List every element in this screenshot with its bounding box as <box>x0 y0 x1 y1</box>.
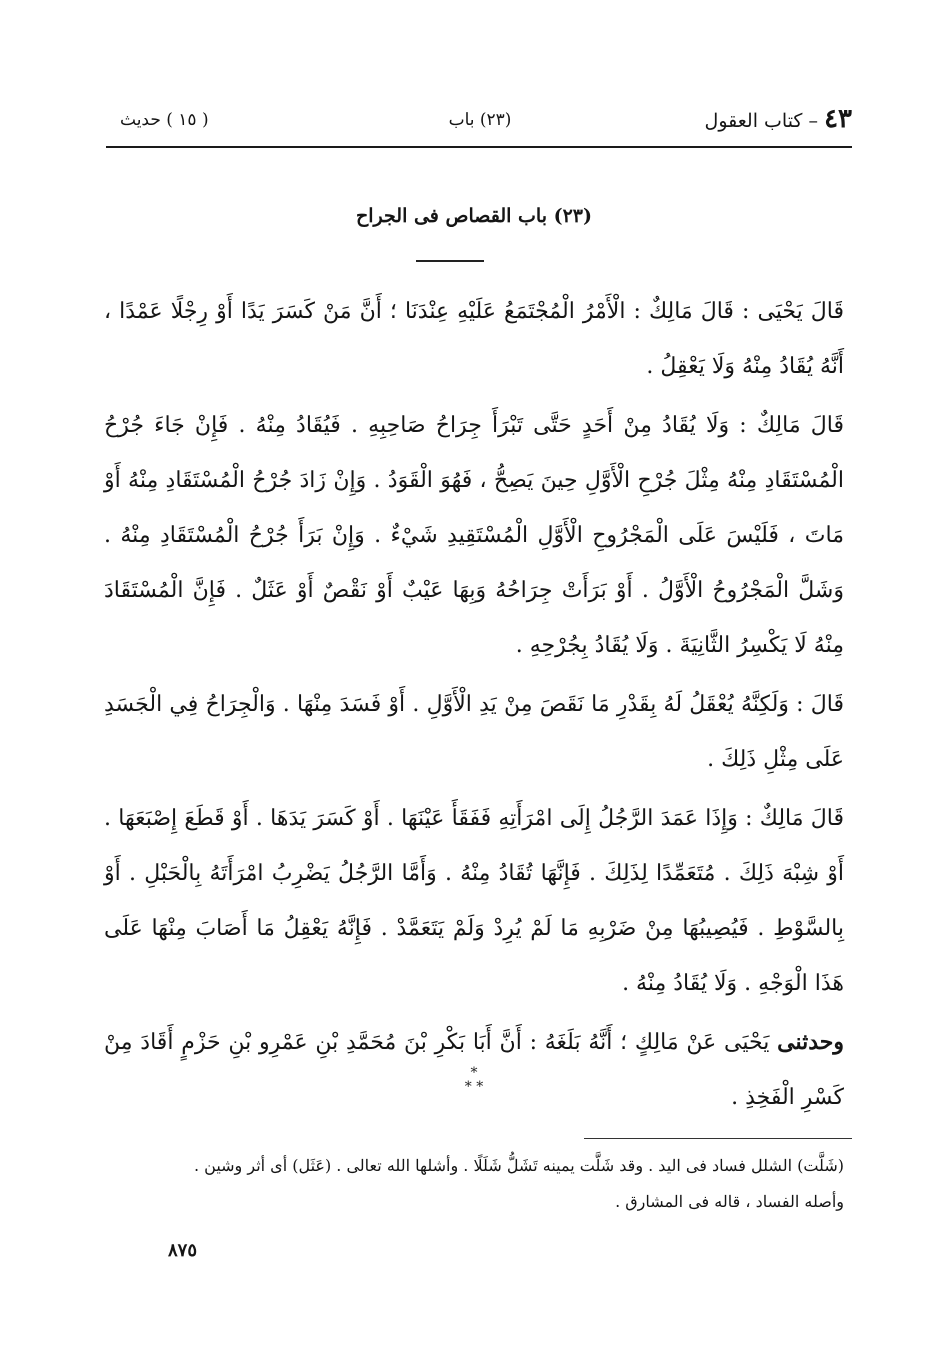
running-header <box>108 104 852 144</box>
header-page-marker: ٤٣ <box>824 104 852 134</box>
header-hadith-ref: ( ١٥ ) حديث <box>120 110 209 130</box>
footnote-rule <box>584 1138 852 1139</box>
footnote-line: (شَلَّت) الشلل فساد فى اليد . وقد شَلَّت يمينه تَشَلُّ شَلَلًا . وأشلها الله تعالى . (عَثَل) أى أثر وشين . <box>193 1156 844 1175</box>
ornament-star-bottom: * * <box>464 1079 484 1095</box>
paragraph: قَالَ يَحْيَى : قَالَ مَالِكٌ : الْأَمْرُ الْمُجْتَمَعُ عَلَيْهِ عِنْدَنَا ؛ أَنَّ مَنْ كَسَرَ يَدًا أَوْ رِجْلًا عَمْدًا ، أَنَّهُ يُقَادُ مِنْهُ وَلَا يَعْقِلُ . <box>104 299 844 379</box>
paragraph: قَالَ : وَلَكِنَّهُ يُعْقَلُ لَهُ بِقَدْرِ مَا نَقَصَ مِنْ يَدِ الْأَوَّلِ . أَوْ فَسَدَ مِنْهَا . وَالْجِرَاحُ فِي الْجَسَدِ عَلَى مِثْلِ ذَلِكَ . <box>104 692 844 772</box>
header-rule <box>106 146 852 148</box>
paragraph: قَالَ مَالِكٌ : وَلَا يُقَادُ مِنْ أَحَدٍ حَتَّى تَبْرَأَ جِرَاحُ صَاحِبِهِ . فَيُقَادُ مِنْهُ . فَإِنْ جَاءَ جُرْحُ الْمُسْتَقَادِ مِنْهُ مِثْلَ جُرْحِ الْأَوَّلِ حِينَ يَصِحُّ ، فَهُوَ الْقَوَدُ . وَإِنْ زَادَ جُرْحُ الْمُسْتَقَادِ مِنْهُ أَوْ مَاتَ ، فَلَيْسَ عَلَى الْمَجْرُوحِ الْأَوَّلِ الْمُسْتَقِيدِ شَيْءٌ . وَإِنْ بَرَأَ جُرْحُ الْمُسْتَقَادِ مِنْهُ . وَشَلَّ الْمَجْرُوحُ الْأَوَّلُ . أَوْ بَرَأَتْ جِرَاحُهُ وَبِهَا عَيْبٌ أَوْ نَقْصٌ أَوْ عَثَلٌ . فَإِنَّ الْمُسْتَقَادَ مِنْهُ لَا يَكْسِرُ الثَّانِيَةَ . وَلَا يُقَادُ بِجُرْحِهِ . <box>104 413 844 658</box>
main-text <box>104 284 844 1129</box>
chapter-divider <box>416 260 484 262</box>
paragraph-text: يَحْيَى عَنْ مَالِكٍ ؛ أَنَّهُ بَلَغَهُ : أَنَّ أَبَا بَكْرِ بْنَ مُحَمَّدِ بْنِ عَمْرِو بْنِ حَزْمٍ أَقَادَ مِنْ كَسْرِ الْفَخِذِ . <box>104 1030 844 1110</box>
paragraph: قَالَ مَالِكٌ : وَإِذَا عَمَدَ الرَّجُلُ إِلَى امْرَأَتِهِ فَفَقَأَ عَيْنَهَا . أَوْ كَسَرَ يَدَهَا . أَوْ قَطَعَ إِصْبَعَهَا . أَوْ شِبْهَ ذَلِكَ . مُتَعَمِّدًا لِذَلِكَ . فَإِنَّهَا تُقَادُ مِنْهُ . وَأَمَّا الرَّجُلُ يَضْرِبُ امْرَأَتَهُ بِالْحَبْلِ . أَوْ بِالسَّوْطِ . فَيُصِيبُهَا مِنْ ضَرْبِهِ مَا لَمْ يُرِدْ وَلَمْ يَتَعَمَّدْ . فَإِنَّهُ يَعْقِلُ مَا أَصَابَ مِنْهَا عَلَى هَذَا الْوَجْهِ . وَلَا يُقَادُ مِنْهُ . <box>104 806 844 996</box>
section-end-ornament <box>0 1066 948 1094</box>
chapter-heading: (٢٣) باب القصاص فى الجراح <box>355 205 593 227</box>
page-number: ٨٧٥ <box>168 1240 198 1261</box>
footnote-line: وأصله الفساد ، قاله فى المشارق . <box>615 1192 844 1211</box>
header-book-name: – كتاب العقول <box>704 110 819 132</box>
ornament-star-top: * <box>470 1065 478 1081</box>
header-chapter-ref: (٢٣) باب <box>448 110 512 130</box>
footnote <box>104 1148 844 1220</box>
paragraph-lead: وحدثنى <box>777 1029 845 1055</box>
